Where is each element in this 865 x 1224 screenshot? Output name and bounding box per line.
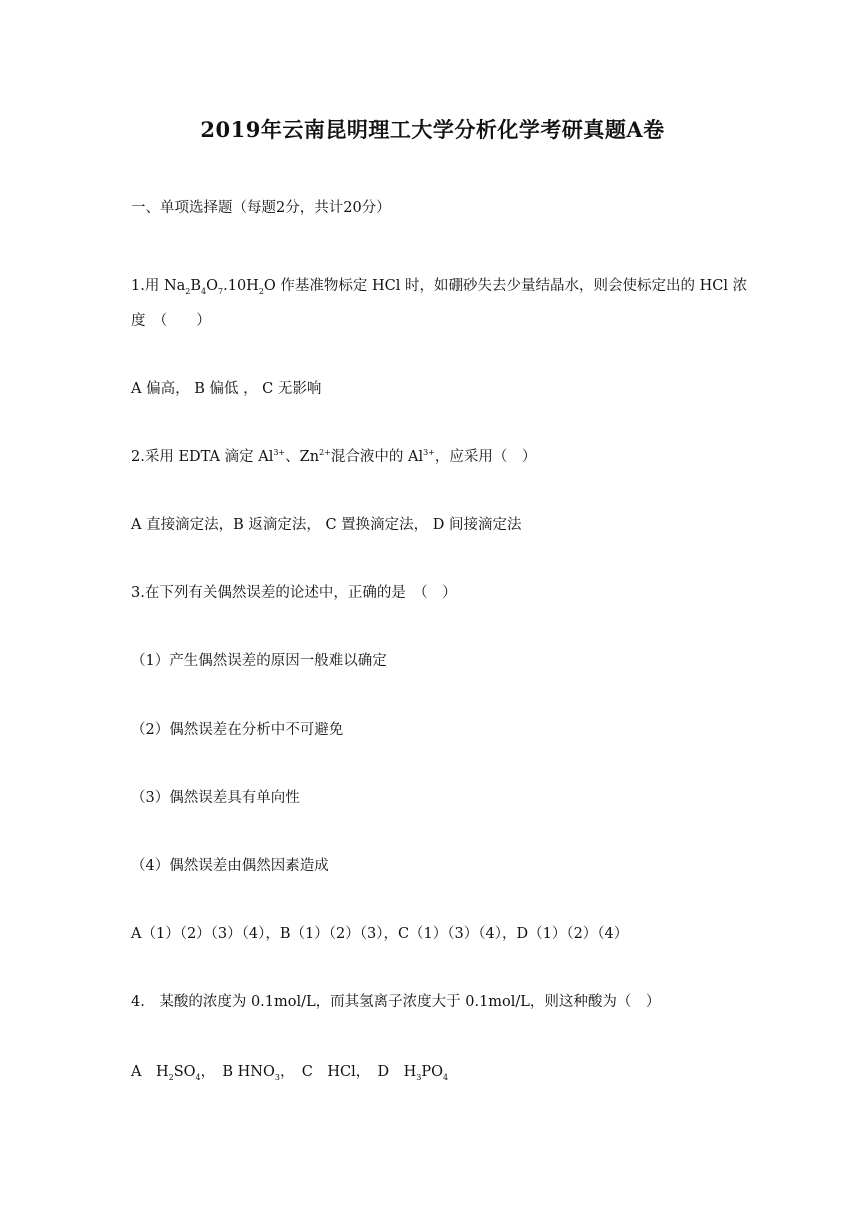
question-4-stem: 4. 某酸的浓度为 0.1mol/L，而其氢离子浓度大于 0.1mol/L，则这种酸为（ ） — [131, 994, 661, 1010]
question-3-item-3: （3）偶然误差具有单向性 — [131, 790, 300, 806]
question-1-stem-continued: 度 （ ） — [131, 313, 211, 329]
question-1-options: A 偏高， B 偏低 ， C 无影响 — [131, 381, 322, 397]
question-4-options: A $H_2SO_4$， B $HNO_3$， C HCl， D $H_3PO_4$ — [131, 1064, 449, 1082]
question-3-options: A（1）（2）（3）（4），B（1）（2）（3），C（1）（3）（4），D（1）（2）（4） — [131, 926, 629, 942]
question-3-item-2: （2）偶然误差在分析中不可避免 — [131, 722, 344, 738]
question-3-item-1: （1）产生偶然误差的原因一般难以确定 — [131, 653, 387, 669]
question-2-options: A 直接滴定法，B 返滴定法， C 置换滴定法， D 间接滴定法 — [131, 517, 522, 533]
page-title: 2019年云南昆明理工大学分析化学考研真题A卷 — [200, 117, 665, 142]
question-3-stem: 3.在下列有关偶然误差的论述中，正确的是 （ ） — [131, 585, 457, 601]
question-1-stem: 1.用 $Na_2B_4O_7.10H_2O$ 作基准物标定 HCl 时，如硼砂失去少量结晶水，则会使标定出的 HCl 浓 — [131, 278, 748, 296]
question-3-item-4: （4）偶然误差由偶然因素造成 — [131, 858, 329, 874]
question-2-stem: 2.采用 EDTA 滴定 $Al^{3+}$、$Zn^{2+}$混合液中的 $Al^{3+}$，应采用（ ） — [131, 448, 537, 465]
section-heading: 一、单项选择题（每题2分，共计20分） — [131, 200, 391, 216]
